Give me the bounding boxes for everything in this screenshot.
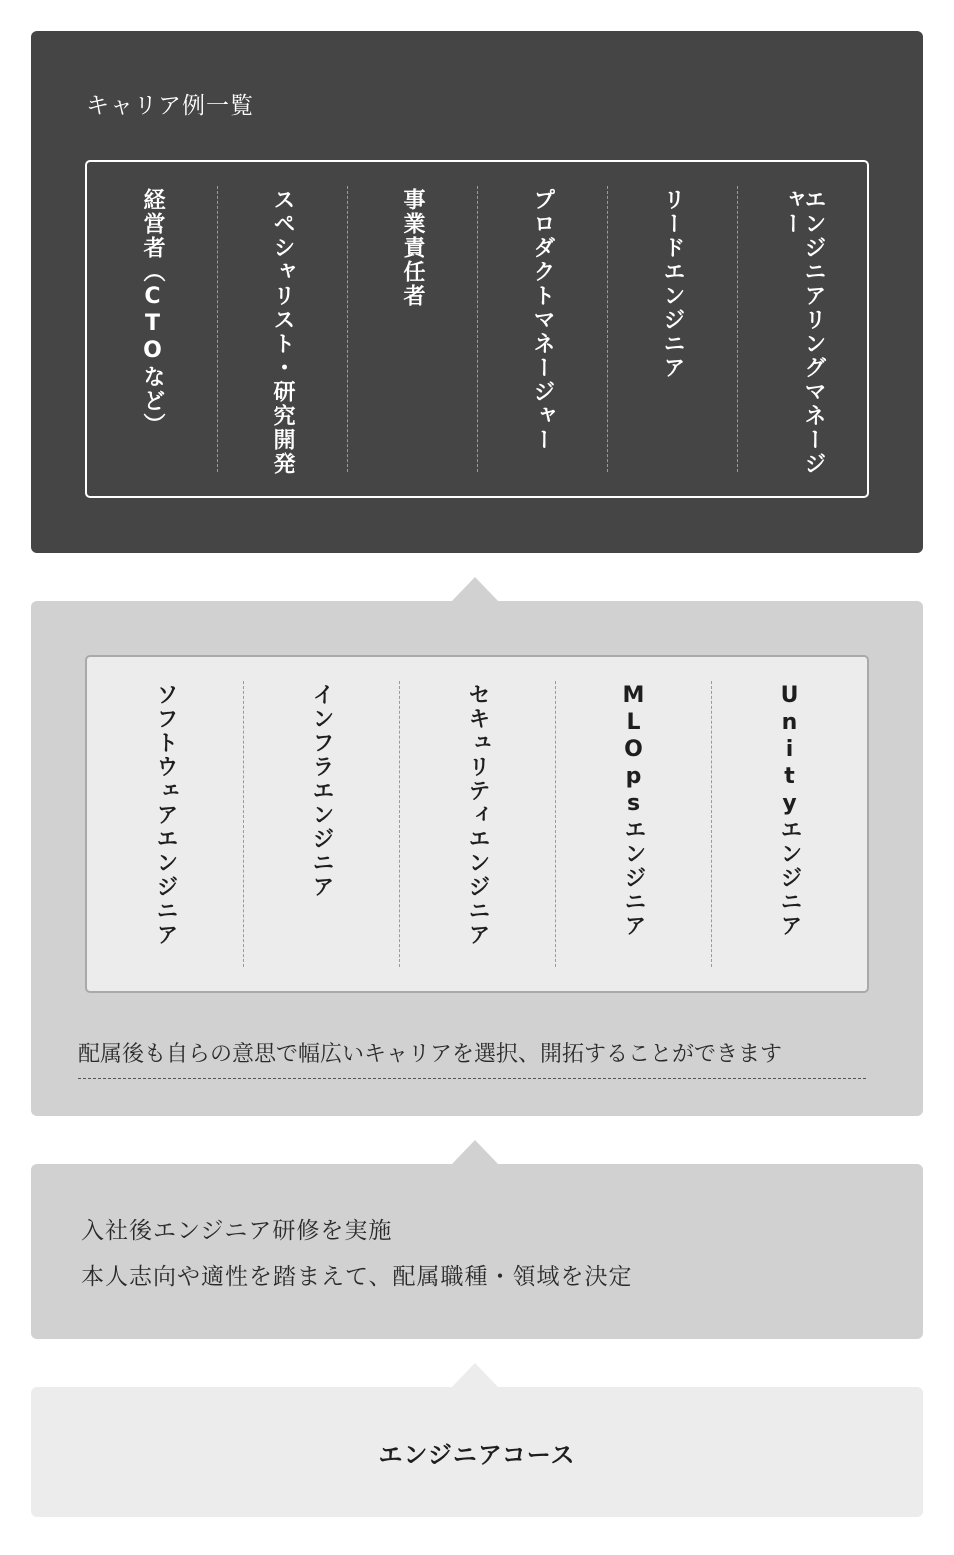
career-item-label: 経営者（CTOなど） bbox=[140, 188, 165, 437]
career-item-label: プロダクトマネージャー bbox=[530, 188, 555, 452]
role-item-label: MLOpsエンジニア bbox=[621, 683, 646, 938]
role-list-box bbox=[85, 655, 869, 993]
role-item bbox=[243, 657, 399, 991]
role-item-label: Unityエンジニア bbox=[777, 683, 802, 938]
role-item-label: セキュリティエンジニア bbox=[465, 683, 490, 947]
role-item-label: インフラエンジニア bbox=[309, 683, 334, 899]
career-item bbox=[87, 162, 217, 496]
role-item bbox=[711, 657, 867, 991]
career-list-box bbox=[85, 160, 869, 498]
career-item bbox=[347, 162, 477, 496]
course-panel bbox=[31, 1387, 923, 1517]
career-item-label: リードエンジニア bbox=[660, 188, 685, 380]
role-item bbox=[555, 657, 711, 991]
up-arrow bbox=[452, 577, 498, 601]
training-line: 本人志向や適性を踏まえて、配属職種・領域を決定 bbox=[81, 1264, 633, 1290]
career-item bbox=[477, 162, 607, 496]
role-item bbox=[87, 657, 243, 991]
assignment-note: 配属後も自らの意思で幅広いキャリアを選択、開拓することができます bbox=[78, 1037, 866, 1079]
assignment-panel bbox=[31, 601, 923, 1116]
up-arrow bbox=[452, 1140, 498, 1164]
course-title: エンジニアコース bbox=[378, 1440, 576, 1469]
up-arrow bbox=[452, 1363, 498, 1387]
career-item bbox=[217, 162, 347, 496]
career-item-label: エンジニアリングマネージャー bbox=[779, 188, 826, 476]
career-item-label: スペシャリスト・研究開発 bbox=[270, 188, 295, 476]
career-item bbox=[607, 162, 737, 496]
career-examples-title: キャリア例一覧 bbox=[86, 93, 254, 119]
career-item-label: 事業責任者 bbox=[400, 188, 425, 308]
role-item-label: ソフトウェアエンジニア bbox=[153, 683, 178, 947]
role-item bbox=[399, 657, 555, 991]
training-line: 入社後エンジニア研修を実施 bbox=[81, 1218, 393, 1244]
training-panel bbox=[31, 1164, 923, 1339]
career-examples-panel bbox=[31, 31, 923, 553]
training-text bbox=[81, 1208, 633, 1300]
career-item bbox=[737, 162, 867, 496]
